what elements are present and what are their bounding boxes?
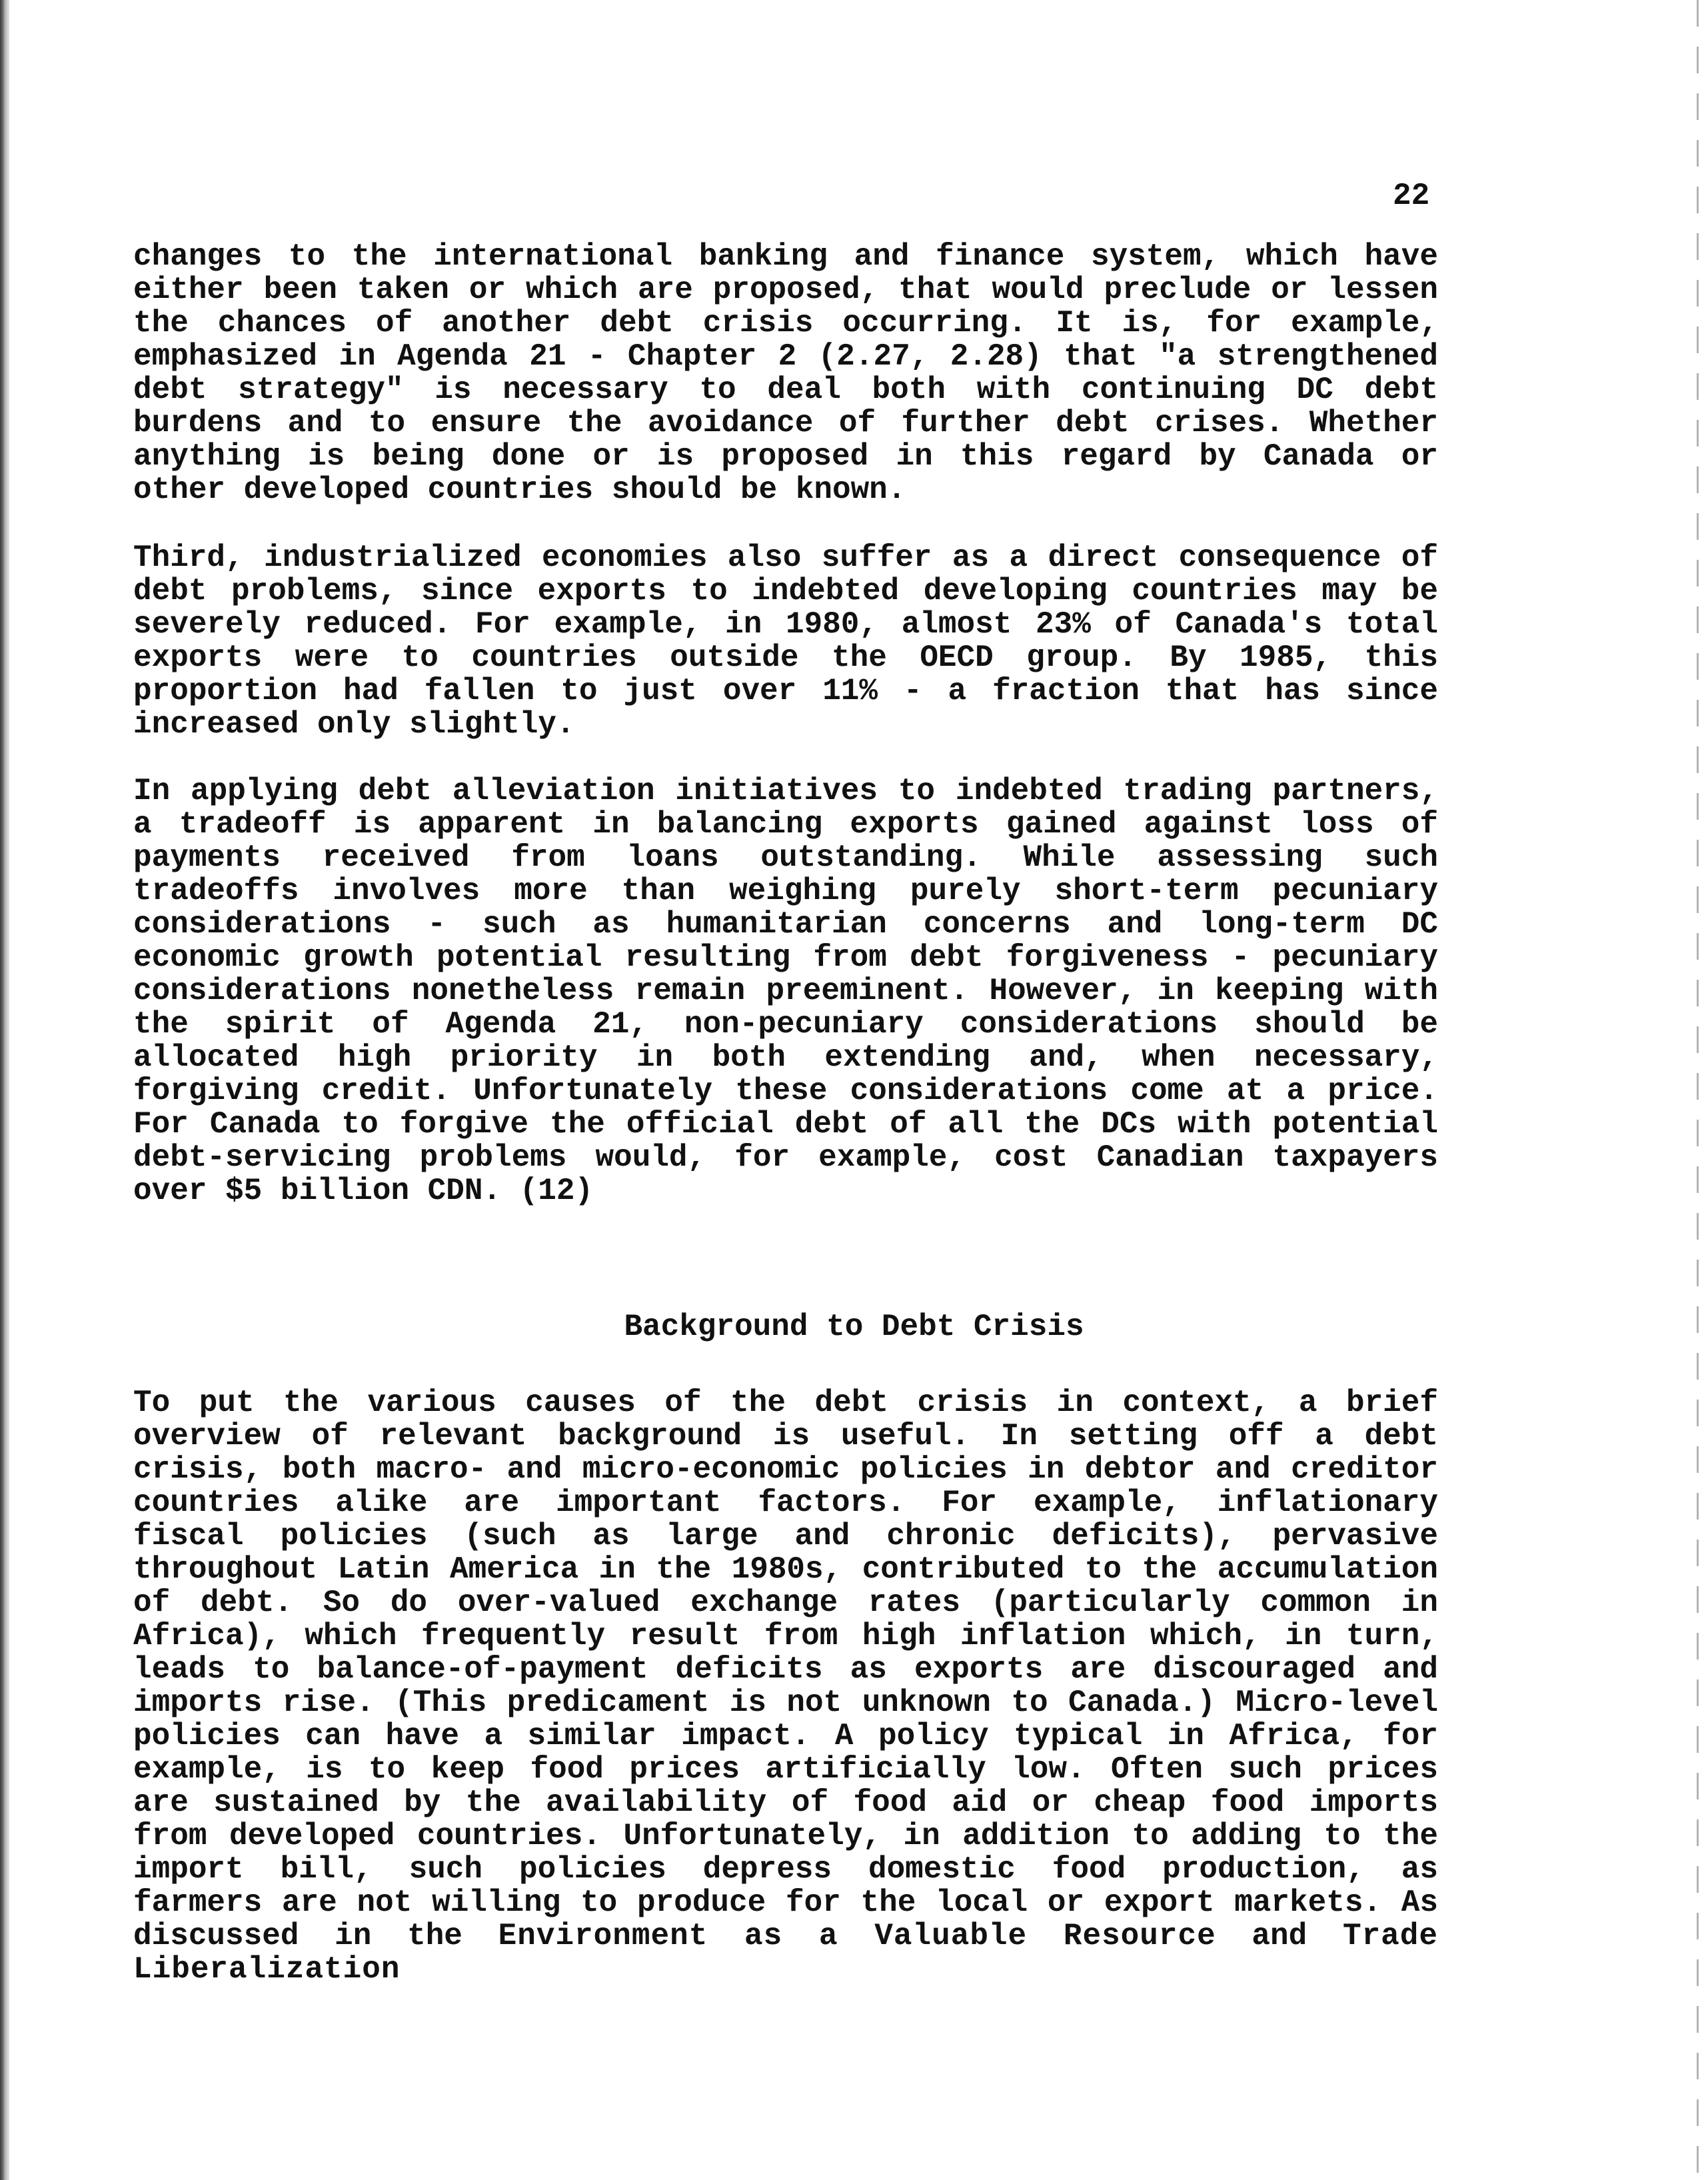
connector-text: and	[1216, 1919, 1343, 1953]
page-number: 22	[1393, 179, 1430, 213]
paragraph-industrialized-economies: Third, industrialized economies also suffer as a direct consequence of debt problems, since exports to indebted developing countries may be severely reduced. For example, in 1980, almost 23% of Canada's total exports were to countries outside the OECD group. By 1985, this proportion had fallen to just over 11% - a fraction that has since increased only slightly.	[133, 541, 1438, 742]
emphasis-trade: Trade Liberalization	[133, 1919, 1438, 1987]
section-heading: Background to Debt Crisis	[624, 1310, 1084, 1344]
scan-left-edge	[0, 0, 9, 2180]
emphasis-environment: Environment as a Valuable Resource	[498, 1919, 1216, 1953]
scan-right-edge	[1697, 0, 1699, 2180]
paragraph-background	[133, 1386, 1438, 1986]
paragraph-debt-strategy: changes to the international banking and finance system, which have either been taken or which are proposed, that would preclude or lessen the chances of another debt crisis occurring. It is, for example, emphasized in Agenda 21 - Chapter 2 (2.27, 2.28) that "a strengthened debt strategy" is necessary to deal both with continuing DC debt burdens and to ensure the avoidance of further debt crises. Whether anything is being done or is proposed in this regard by Canada or other developed countries should be known.	[133, 239, 1438, 507]
paragraph-debt-alleviation: In applying debt alleviation initiatives to indebted trading partners, a tradeoff is apparent in balancing exports gained against loss of payments received from loans outstanding. While assessing such tradeoffs involves more than weighing purely short-term pecuniary considerations - such as humanitarian concerns and long-term DC economic growth potential resulting from debt forgiveness - pecuniary considerations nonetheless remain preeminent. However, in keeping with the spirit of Agenda 21, non-pecuniary considerations should be allocated high priority in both extending and, when necessary, forgiving credit. Unfortunately these considerations come at a price. For Canada to forgive the official debt of all the DCs with potential debt-servicing problems would, for example, cost Canadian taxpayers over $5 billion CDN. (12)	[133, 774, 1438, 1208]
background-text: To put the various causes of the debt crisis in context, a brief overview of relevant background is useful. In setting off a debt crisis, both macro- and micro-economic policies in debtor and creditor countries alike are important factors. For example, inflationary fiscal policies (such as large and chronic deficits), pervasive throughout Latin America in the 1980s, contributed to the accumulation of debt. So do over-valued exchange rates (particularly common in Africa), which frequently result from high inflation which, in turn, leads to balance-of-payment deficits as exports are discouraged and imports rise. (This predicament is not unknown to Canada.) Micro-level policies can have a similar impact. A policy typical in Africa, for example, is to keep food prices artificially low. Often such prices are sustained by the availability of food aid or cheap food imports from developed countries. Unfortunately, in addition to adding to the import bill, such policies depress domestic food production, as farmers are not willing to produce for the local or export markets. As discussed in the	[133, 1386, 1438, 1953]
